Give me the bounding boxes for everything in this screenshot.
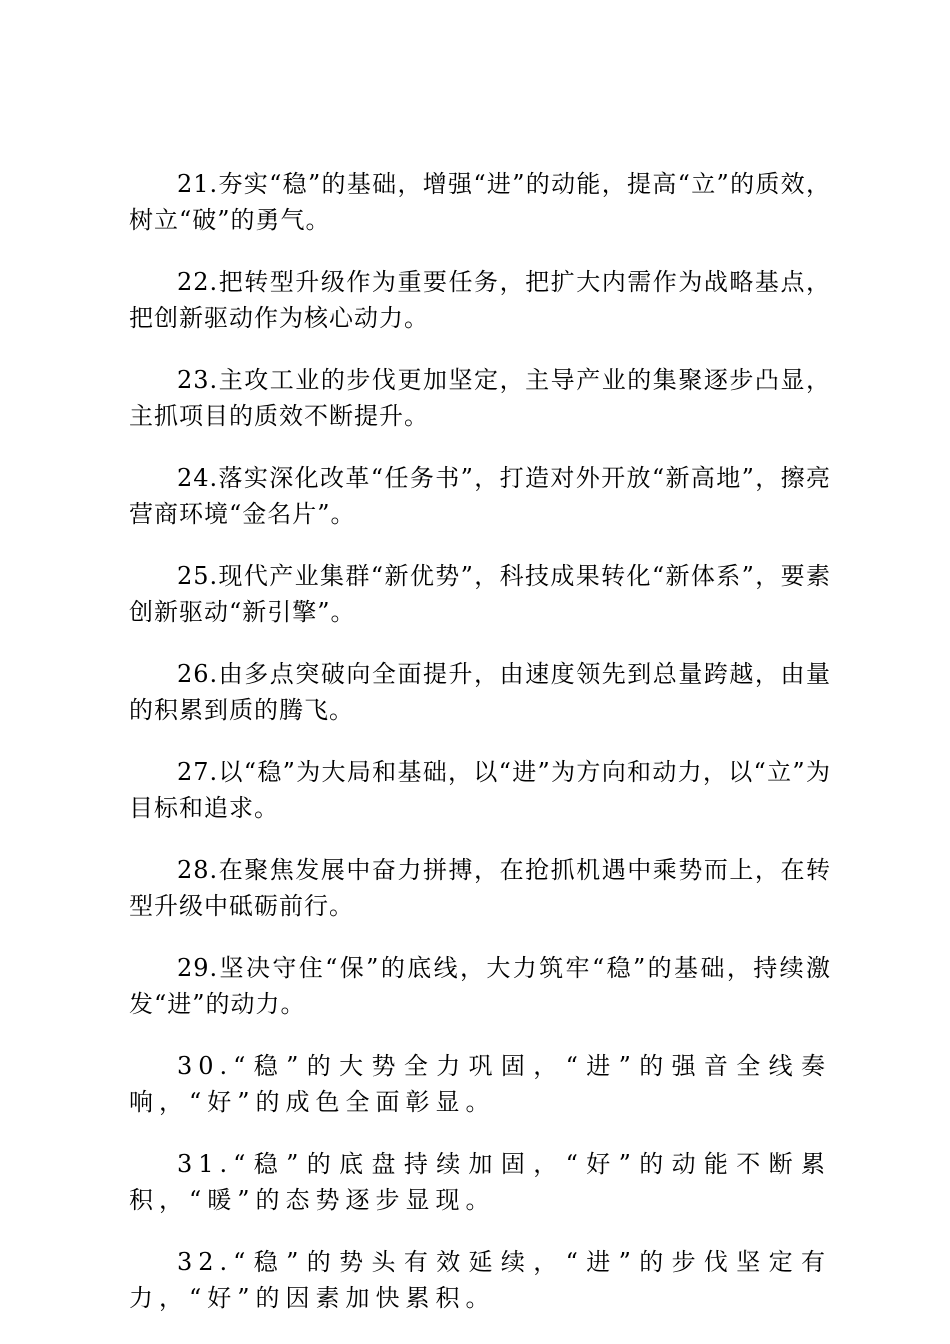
paragraph-text: “稳”的势头有效延续，“进”的步伐坚定有力，“好”的因素加快累积。 bbox=[129, 1248, 831, 1312]
paragraph-number: 27. bbox=[177, 758, 219, 786]
paragraph-number: 22. bbox=[177, 268, 219, 296]
document-body bbox=[129, 166, 831, 1342]
paragraph-31 bbox=[129, 1146, 831, 1218]
paragraph-24 bbox=[129, 460, 831, 532]
paragraph-number: 29. bbox=[177, 954, 219, 982]
paragraph-text: 主攻工业的步伐更加坚定，主导产业的集聚逐步凸显，主抓项目的质效不断提升。 bbox=[129, 366, 831, 430]
paragraph-21 bbox=[129, 166, 831, 238]
paragraph-number: 25. bbox=[177, 562, 219, 590]
paragraph-number: 28. bbox=[177, 856, 219, 884]
paragraph-27 bbox=[129, 754, 831, 826]
paragraph-number: 26. bbox=[177, 660, 219, 688]
paragraph-text: 把转型升级作为重要任务，把扩大内需作为战略基点，把创新驱动作为核心动力。 bbox=[129, 268, 831, 332]
paragraph-number: 24. bbox=[177, 464, 219, 492]
paragraph-text: 由多点突破向全面提升，由速度领先到总量跨越，由量的积累到质的腾飞。 bbox=[129, 660, 831, 724]
paragraph-number: 21. bbox=[177, 170, 219, 198]
paragraph-28 bbox=[129, 852, 831, 924]
paragraph-number: 30. bbox=[177, 1052, 234, 1080]
paragraph-number: 31. bbox=[177, 1150, 234, 1178]
paragraph-text: “稳”的大势全力巩固，“进”的强音全线奏响，“好”的成色全面彰显。 bbox=[129, 1052, 831, 1116]
paragraph-number: 32. bbox=[177, 1248, 234, 1276]
paragraph-32 bbox=[129, 1244, 831, 1316]
paragraph-29 bbox=[129, 950, 831, 1022]
paragraph-text: 坚决守住“保”的底线，大力筑牢“稳”的基础，持续激发“进”的动力。 bbox=[129, 954, 831, 1018]
paragraph-text: 以“稳”为大局和基础，以“进”为方向和动力，以“立”为目标和追求。 bbox=[129, 758, 831, 822]
paragraph-text: 夯实“稳”的基础，增强“进”的动能，提高“立”的质效，树立“破”的勇气。 bbox=[129, 170, 831, 234]
paragraph-text: 落实深化改革“任务书”，打造对外开放“新高地”，擦亮营商环境“金名片”。 bbox=[129, 464, 831, 528]
paragraph-23 bbox=[129, 362, 831, 434]
paragraph-25 bbox=[129, 558, 831, 630]
paragraph-22 bbox=[129, 264, 831, 336]
paragraph-text: 在聚焦发展中奋力拼搏，在抢抓机遇中乘势而上，在转型升级中砥砺前行。 bbox=[129, 856, 831, 920]
paragraph-text: “稳”的底盘持续加固，“好”的动能不断累积，“暖”的态势逐步显现。 bbox=[129, 1150, 831, 1214]
paragraph-26 bbox=[129, 656, 831, 728]
paragraph-number: 23. bbox=[177, 366, 219, 394]
paragraph-text: 现代产业集群“新优势”，科技成果转化“新体系”，要素创新驱动“新引擎”。 bbox=[129, 562, 831, 626]
paragraph-30 bbox=[129, 1048, 831, 1120]
